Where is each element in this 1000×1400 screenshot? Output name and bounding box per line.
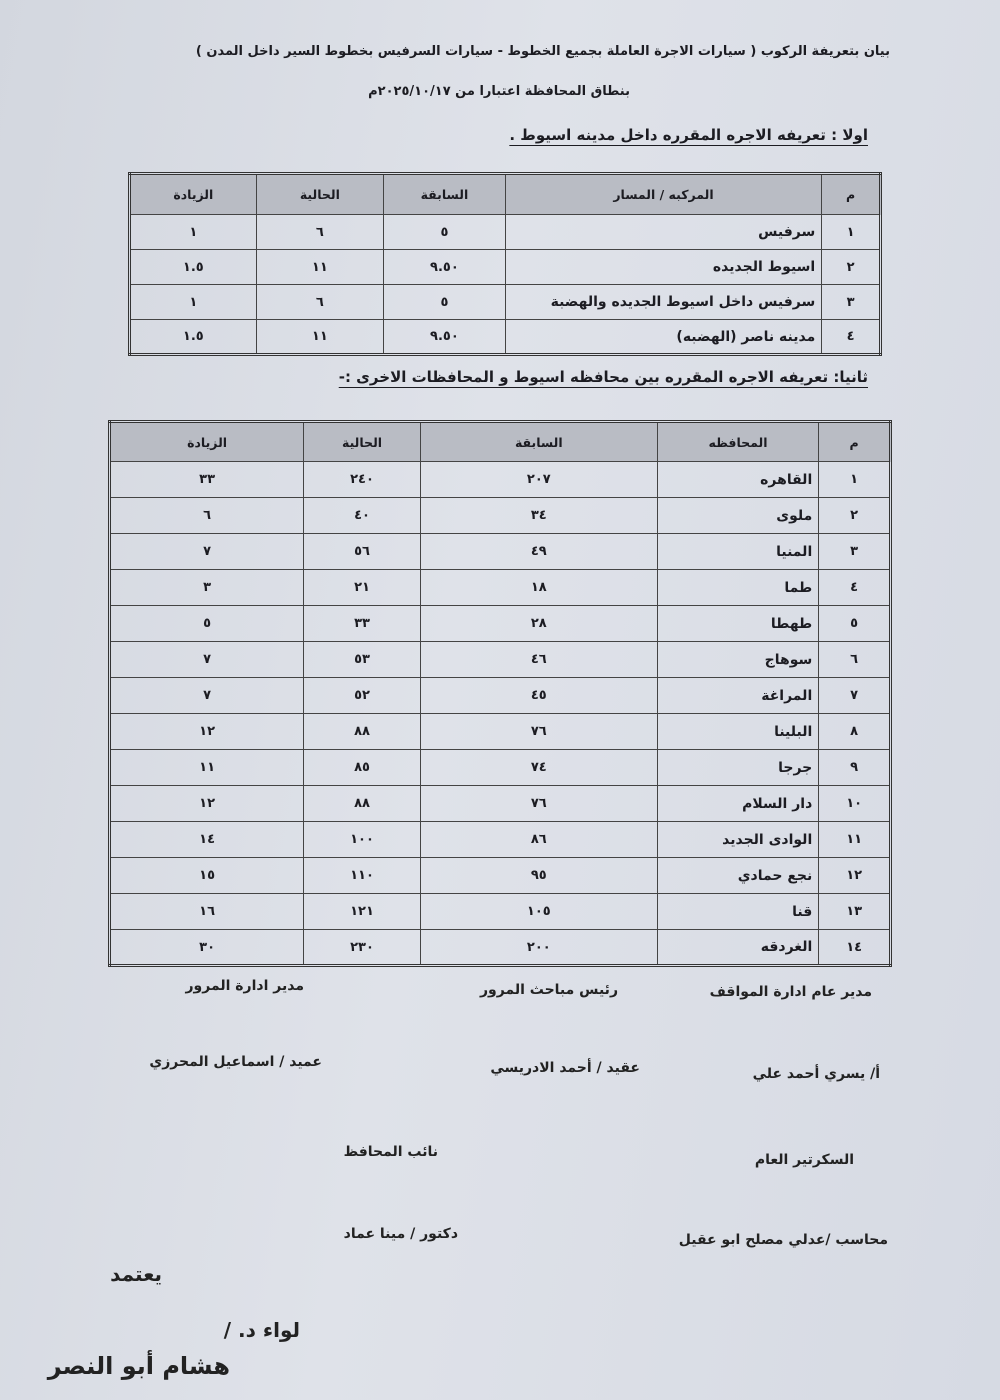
current-fare: ٦ <box>256 215 384 250</box>
row-number: ٣ <box>819 534 891 570</box>
table-row <box>110 822 891 858</box>
previous-fare: ٣٤ <box>420 498 657 534</box>
route-name: دار السلام <box>657 786 818 822</box>
current-fare: ٨٨ <box>304 714 421 750</box>
column-header: الحالية <box>256 174 384 215</box>
table-row <box>110 750 891 786</box>
previous-fare: ٧٦ <box>420 786 657 822</box>
previous-fare: ٢٨ <box>420 606 657 642</box>
table-row <box>110 570 891 606</box>
current-fare: ٤٠ <box>304 498 421 534</box>
current-fare: ١١ <box>256 250 384 285</box>
previous-fare: ١٨ <box>420 570 657 606</box>
column-header: السابقة <box>420 422 657 462</box>
previous-fare: ٧٦ <box>420 714 657 750</box>
previous-fare: ٢٠٠ <box>420 930 657 966</box>
row-number: ١٣ <box>819 894 891 930</box>
table-row <box>110 678 891 714</box>
route-name: طما <box>657 570 818 606</box>
route-name: قنا <box>657 894 818 930</box>
table-header <box>110 422 891 462</box>
row-number: ١ <box>822 215 881 250</box>
table-row <box>110 858 891 894</box>
route-name: سرفيس داخل اسيوط الجديده والهضبة <box>505 285 822 320</box>
header-line-1: بيان بتعريفة الركوب ( سيارات الاجرة العاملة بجميع الخطوط - سيارات السرفيس بخطوط السير داخل المدن ) <box>195 44 890 59</box>
column-header: م <box>819 422 891 462</box>
fare-increase: ١٦ <box>110 894 304 930</box>
fare-increase: ١ <box>130 215 257 250</box>
column-header: الزيادة <box>110 422 304 462</box>
signatory-name: دكتور / مينا عماد <box>343 1226 458 1242</box>
row-number: ٢ <box>822 250 881 285</box>
table-row <box>110 534 891 570</box>
route-name: المراغة <box>657 678 818 714</box>
route-name: المنيا <box>657 534 818 570</box>
current-fare: ٢٤٠ <box>304 462 421 498</box>
current-fare: ١٢١ <box>304 894 421 930</box>
route-name: الغردقه <box>657 930 818 966</box>
signatory-title: نائب المحافظ <box>343 1144 438 1160</box>
column-header: المحافظه <box>657 422 818 462</box>
previous-fare: ٥ <box>384 285 506 320</box>
table-header <box>130 174 881 215</box>
row-number: ٥ <box>819 606 891 642</box>
fare-increase: ١.٥ <box>130 320 257 355</box>
governor-name: هشام أبو النصر <box>47 1352 230 1380</box>
route-name: سرفيس <box>505 215 822 250</box>
fare-increase: ٧ <box>110 678 304 714</box>
fare-increase: ٧ <box>110 534 304 570</box>
fare-increase: ١ <box>130 285 257 320</box>
fare-increase: ٦ <box>110 498 304 534</box>
intercity-fares-table <box>108 420 892 967</box>
row-number: ٤ <box>822 320 881 355</box>
column-header: الحالية <box>304 422 421 462</box>
previous-fare: ٥ <box>384 215 506 250</box>
previous-fare: ٤٩ <box>420 534 657 570</box>
route-name: سوهاج <box>657 642 818 678</box>
row-number: ٦ <box>819 642 891 678</box>
fare-increase: ٣٣ <box>110 462 304 498</box>
section1-title: اولا : تعريفه الاجره المقرره داخل مدينه اسيوط . <box>509 126 868 144</box>
route-name: اسيوط الجديده <box>505 250 822 285</box>
previous-fare: ٩.٥٠ <box>384 250 506 285</box>
fare-increase: ١٢ <box>110 786 304 822</box>
approval-label: يعتمد <box>110 1262 162 1286</box>
previous-fare: ٩.٥٠ <box>384 320 506 355</box>
current-fare: ٣٣ <box>304 606 421 642</box>
route-name: الوادى الجديد <box>657 822 818 858</box>
column-header: م <box>822 174 881 215</box>
current-fare: ٥٢ <box>304 678 421 714</box>
table-row <box>110 930 891 966</box>
column-header: السابقة <box>384 174 506 215</box>
row-number: ٢ <box>819 498 891 534</box>
signatory-name: أ/ يسري أحمد علي <box>752 1066 880 1082</box>
signatory-title: السكرتير العام <box>754 1152 854 1168</box>
previous-fare: ٤٥ <box>420 678 657 714</box>
fare-increase: ١.٥ <box>130 250 257 285</box>
fare-increase: ١٤ <box>110 822 304 858</box>
previous-fare: ٨٦ <box>420 822 657 858</box>
previous-fare: ٢٠٧ <box>420 462 657 498</box>
table-row <box>110 462 891 498</box>
fare-increase: ٧ <box>110 642 304 678</box>
row-number: ٧ <box>819 678 891 714</box>
route-name: البلينا <box>657 714 818 750</box>
city-fares-table <box>128 172 882 356</box>
route-name: جرجا <box>657 750 818 786</box>
row-number: ١٠ <box>819 786 891 822</box>
current-fare: ٥٦ <box>304 534 421 570</box>
column-header: الزيادة <box>130 174 257 215</box>
current-fare: ١٠٠ <box>304 822 421 858</box>
route-name: مدينه ناصر (الهضبه) <box>505 320 822 355</box>
fare-increase: ٣٠ <box>110 930 304 966</box>
row-number: ٨ <box>819 714 891 750</box>
route-name: ملوى <box>657 498 818 534</box>
table-row <box>130 320 881 355</box>
table-row <box>110 894 891 930</box>
table-row <box>110 606 891 642</box>
column-header: المركبه / المسار <box>505 174 822 215</box>
table-row <box>110 642 891 678</box>
previous-fare: ٧٤ <box>420 750 657 786</box>
fare-increase: ٣ <box>110 570 304 606</box>
fare-increase: ١٥ <box>110 858 304 894</box>
row-number: ١١ <box>819 822 891 858</box>
route-name: نجع حمادي <box>657 858 818 894</box>
previous-fare: ١٠٥ <box>420 894 657 930</box>
route-name: طهطا <box>657 606 818 642</box>
row-number: ٩ <box>819 750 891 786</box>
table-row <box>110 498 891 534</box>
current-fare: ٥٣ <box>304 642 421 678</box>
row-number: ٤ <box>819 570 891 606</box>
row-number: ١٢ <box>819 858 891 894</box>
fare-increase: ١٢ <box>110 714 304 750</box>
previous-fare: ٩٥ <box>420 858 657 894</box>
fare-increase: ١١ <box>110 750 304 786</box>
current-fare: ١١ <box>256 320 384 355</box>
current-fare: ٦ <box>256 285 384 320</box>
fare-increase: ٥ <box>110 606 304 642</box>
table-row <box>130 250 881 285</box>
row-number: ١ <box>819 462 891 498</box>
route-name: القاهره <box>657 462 818 498</box>
signatory-name: محاسب /عدلي مصلح ابو عقيل <box>678 1232 888 1248</box>
table-row <box>110 714 891 750</box>
governor-rank: لواء د. / <box>223 1318 300 1342</box>
row-number: ١٤ <box>819 930 891 966</box>
signatory-name: عقيد / أحمد الادريسي <box>490 1060 640 1076</box>
signatory-title: مدير ادارة المرور <box>185 978 304 994</box>
table-row <box>130 215 881 250</box>
table-row <box>110 786 891 822</box>
signatory-title: رئيس مباحث المرور <box>479 982 618 998</box>
current-fare: ١١٠ <box>304 858 421 894</box>
table-row <box>130 285 881 320</box>
current-fare: ٨٥ <box>304 750 421 786</box>
signatory-title: مدير عام ادارة المواقف <box>709 984 872 1000</box>
signatory-name: عميد / اسماعيل المحرزي <box>149 1054 322 1070</box>
current-fare: ٨٨ <box>304 786 421 822</box>
section2-title: ثانيا: تعريفه الاجره المقرره بين محافظه اسيوط و المحافظات الاخرى :- <box>338 368 868 386</box>
current-fare: ٢٣٠ <box>304 930 421 966</box>
current-fare: ٢١ <box>304 570 421 606</box>
previous-fare: ٤٦ <box>420 642 657 678</box>
row-number: ٣ <box>822 285 881 320</box>
header-line-2: بنطاق المحافظة اعتبارا من ٢٠٢٥/١٠/١٧م <box>368 84 630 99</box>
